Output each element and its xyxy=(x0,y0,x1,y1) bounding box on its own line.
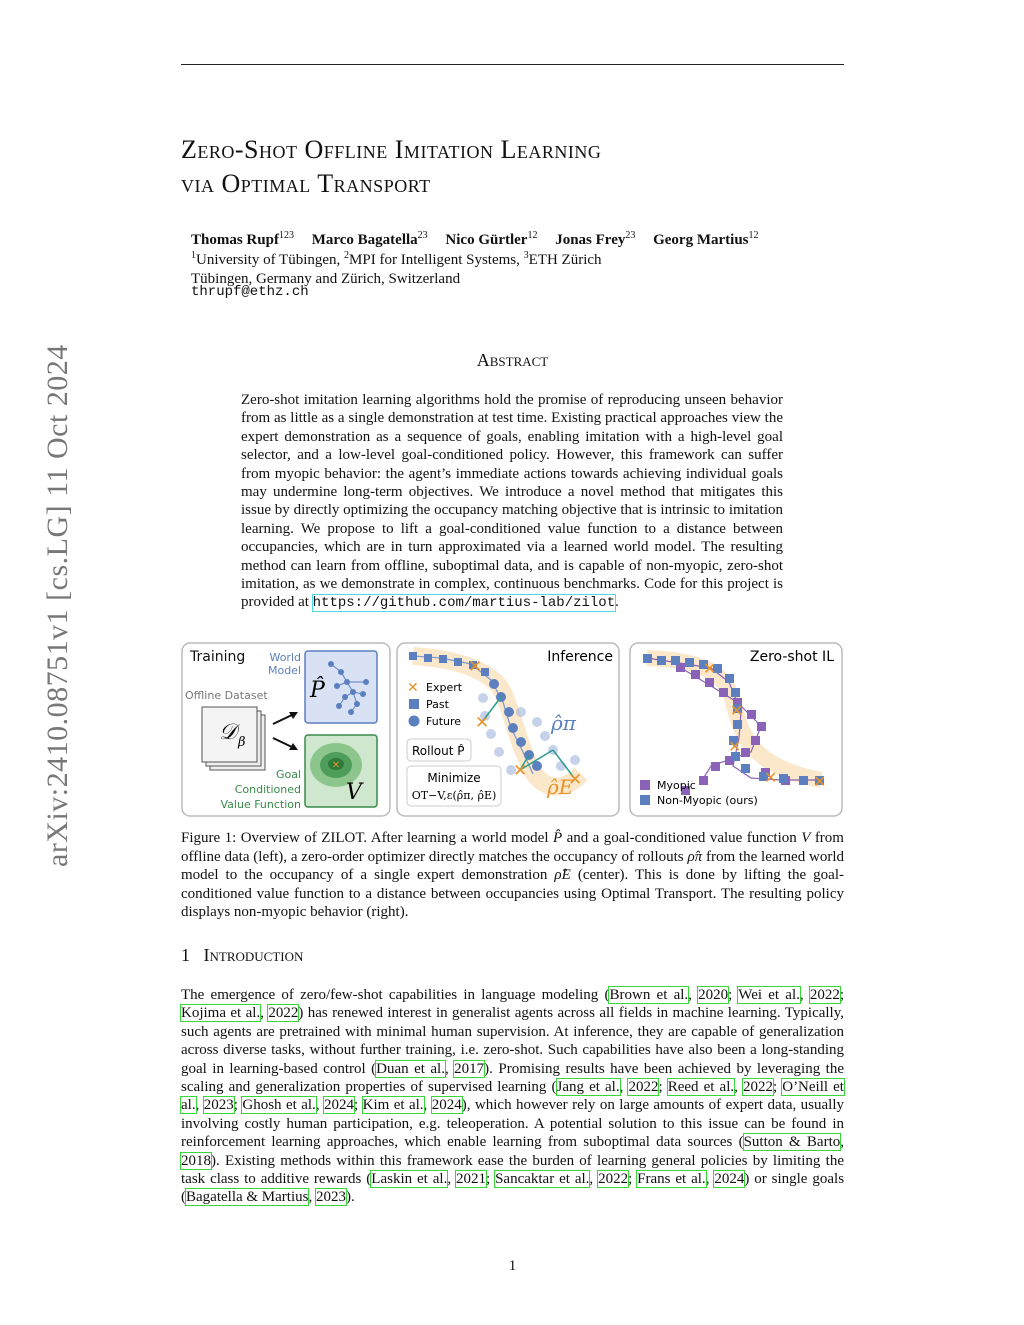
minimize-label: Minimize xyxy=(427,771,481,785)
svg-text:✕: ✕ xyxy=(475,713,490,733)
svg-text:✕: ✕ xyxy=(703,659,717,678)
world-model-label-2: Model xyxy=(267,664,301,677)
zeroshot-label: Zero-shot IL xyxy=(749,649,834,665)
citation-link[interactable]: Bagatella & Martius xyxy=(186,1189,309,1206)
arxiv-sidebar-id: arXiv:2410.08751v1 [cs.LG] 11 Oct 2024 xyxy=(41,344,74,867)
citation-link[interactable]: 2024 xyxy=(431,1097,462,1114)
legend-nonmyopic: Non-Myopic (ours) xyxy=(657,794,758,807)
svg-text:✕: ✕ xyxy=(513,761,528,781)
svg-text:✕: ✕ xyxy=(813,772,827,791)
world-model-symbol: P̂ xyxy=(310,678,325,703)
goal-label-3: Value Function xyxy=(220,798,301,811)
citation-link[interactable]: 2022 xyxy=(268,1005,299,1022)
legend-past: Past xyxy=(426,698,449,711)
training-label: Training xyxy=(190,649,246,665)
citation-link[interactable]: 2017 xyxy=(454,1060,485,1077)
author: Nico Gürtler$^{12}$ xyxy=(445,230,538,248)
inference-label: Inference xyxy=(547,649,613,665)
citation-link[interactable]: Kim et al. xyxy=(362,1097,424,1114)
author: Jonas Frey$^{23}$ xyxy=(555,230,636,248)
citation-link[interactable]: 2021 xyxy=(455,1171,486,1188)
figure-1 xyxy=(181,642,844,818)
legend-myopic: Myopic xyxy=(657,779,696,792)
author-email[interactable]: thrupf@ethz.ch xyxy=(191,284,309,300)
svg-text:✕: ✕ xyxy=(730,701,744,720)
legend-expert: Expert xyxy=(426,681,463,694)
svg-text:✕: ✕ xyxy=(468,657,483,677)
citation-link[interactable]: Duan et al. xyxy=(376,1060,445,1077)
citation-link[interactable]: 2023 xyxy=(315,1189,346,1206)
figure-caption: Figure 1: Overview of ZILOT. After learning a world model P̂ and a goal-conditioned value function V from offline data (left), a zero-order optimizer directly matches the occupancy of rollouts ρ̂π from the learned world model to the occupancy of a single expert demonstration ρ̂E (center). This is done by lifting the goal-conditioned value function to a distance between occupancies using Optimal Transport. The resulting policy displays non-myopic behavior (right). xyxy=(181,830,844,920)
citation-link[interactable]: Frans et al. xyxy=(637,1171,706,1188)
section-heading: 1 Introduction xyxy=(181,945,304,965)
citation-link[interactable]: Jang et al. xyxy=(556,1079,620,1096)
author: Thomas Rupf$^{123}$ xyxy=(191,230,294,248)
dataset-subscript: β xyxy=(238,735,246,750)
citation-link[interactable]: 2022 xyxy=(628,1079,659,1096)
citation-link[interactable]: 2024 xyxy=(324,1097,354,1114)
legend-future-icon xyxy=(409,716,420,727)
citation-link[interactable]: 2022 xyxy=(809,987,840,1003)
citation-link[interactable]: Ghosh et al. xyxy=(242,1097,316,1114)
citation-link[interactable]: Laskin et al. xyxy=(371,1171,448,1188)
citation-link[interactable]: 2020 xyxy=(698,987,729,1003)
legend-future: Future xyxy=(426,715,462,728)
svg-text:✕: ✕ xyxy=(568,770,583,790)
citation-link[interactable]: O’Neill et al. xyxy=(181,1079,844,1114)
world-model-label-1: World xyxy=(269,651,301,664)
title-line-1: Zero-Shot Offline Imitation Learning xyxy=(181,135,602,164)
legend-expert-icon: ✕ xyxy=(407,680,419,696)
dataset-symbol: 𝒟 xyxy=(219,720,237,745)
figure-1-graphic xyxy=(181,642,844,818)
value-function-symbol: V xyxy=(346,780,362,805)
citation-link[interactable]: Kojima et al. xyxy=(181,1005,261,1022)
legend-nonmyopic-icon xyxy=(640,795,650,805)
rho-e-label: ρ̂E xyxy=(547,775,574,799)
citation-link[interactable]: Sutton & Barto xyxy=(743,1134,841,1151)
citation-link[interactable]: 2022 xyxy=(742,1079,773,1096)
goal-x-icon: ✕ xyxy=(331,760,341,771)
citation-link[interactable]: Brown et al. xyxy=(609,987,689,1003)
legend-past-icon xyxy=(409,699,419,709)
svg-text:✕: ✕ xyxy=(764,768,778,787)
citation-link[interactable]: 2018 xyxy=(181,1152,211,1169)
citation-link[interactable]: 2023 xyxy=(203,1097,234,1114)
affiliations: $^1$University of Tübingen, $^2$MPI for Intelligent Systems, $^3$ETH Zürich Tübingen, Germany and Zürich, Switzerland xyxy=(191,250,602,287)
title-line-2: via Optimal Transport xyxy=(181,169,431,198)
goal-label-2: Conditioned xyxy=(234,783,301,796)
abstract-heading: Abstract xyxy=(476,350,549,370)
abstract-body: Zero-shot imitation learning algorithms hold the promise of reproducing unseen behavior from as little as a single demonstration at test time. Existing practical approaches view the expert demonstration as a sequence of goals, enabling imitation with a high-level goal selector, and a low-level goal-conditioned policy. However, this framework can suffer from myopic behavior: the agent’s immediate actions towards achieving individual goals may undermine long-term objectives. We introduce a novel method that mitigates this issue by directly optimizing the occupancy matching objective that is intrinsic to imitation learning. We propose to lift a goal-conditioned value function to a distance between occupancies, which are in turn approximated via a learned world model. The resulting method can learn from offline, suboptimal data, and is capable of non-myopic, zero-shot imitation, as we demonstrate in complex, continuous benchmarks. Code for this project is provided at https://github.com/martius-lab/zilot. xyxy=(241,392,783,612)
page-number: 1 xyxy=(508,1258,517,1274)
citation-link[interactable]: 2022 xyxy=(598,1171,629,1188)
code-link[interactable]: https://github.com/martius-lab/zilot xyxy=(312,595,616,612)
intro-body: The emergence of zero/few-shot capabilities in language modeling (Brown et al., 2020; Wei et al., 2022; Kojima et al., 2022) has renewed interest in generalist agents across all fields in machine learning. Typically, such agents are pretrained with minimal human supervision. At inference, they are capable of generalization across diverse tasks, without further training, i.e. zero-shot. Such capabilities have also been a long-standing goal in learning-based control (Duan et al., 2017). Promising results have been achieved by leveraging the scaling and generalization properties of supervised learning (Jang et al., 2022; Reed et al., 2022; O’Neill et al., 2023; Ghosh et al., 2024; Kim et al., 2024), which however rely on large amounts of expert data, usually involving costly human participation, e.g. teleoperation. A potential solution to this issue can be found in reinforcement learning approaches, which enable learning from suboptimal data sources (Sutton & Barto, 2018). Existing methods within this framework ease the burden of learning general policies by limiting the task class to additive rewards (Laskin et al., 2021; Sancaktar et al., 2022; Frans et al., 2024) or single goals (Bagatella & Martius, 2023). xyxy=(181,987,845,1206)
author: Georg Martius$^{12}$ xyxy=(653,230,759,248)
citation-link[interactable]: Sancaktar et al. xyxy=(495,1171,590,1188)
citation-link[interactable]: Wei et al. xyxy=(738,987,800,1003)
paper-title xyxy=(181,133,844,201)
citation-link[interactable]: Reed et al. xyxy=(667,1079,735,1096)
citation-link[interactable]: 2024 xyxy=(714,1171,745,1188)
goal-label-1: Goal xyxy=(275,768,301,781)
author: Marco Bagatella$^{23}$ xyxy=(311,230,428,248)
offline-dataset-label: Offline Dataset xyxy=(185,689,268,702)
rho-pi-label: ρ̂π xyxy=(551,711,576,735)
rollout-label: Rollout P̂ xyxy=(412,744,465,758)
legend-myopic-icon xyxy=(640,780,650,790)
svg-text:✕: ✕ xyxy=(728,737,742,756)
top-rule xyxy=(181,64,844,65)
ot-expression: OT−V,ε(ρ̂π, ρ̂E) xyxy=(411,789,497,802)
